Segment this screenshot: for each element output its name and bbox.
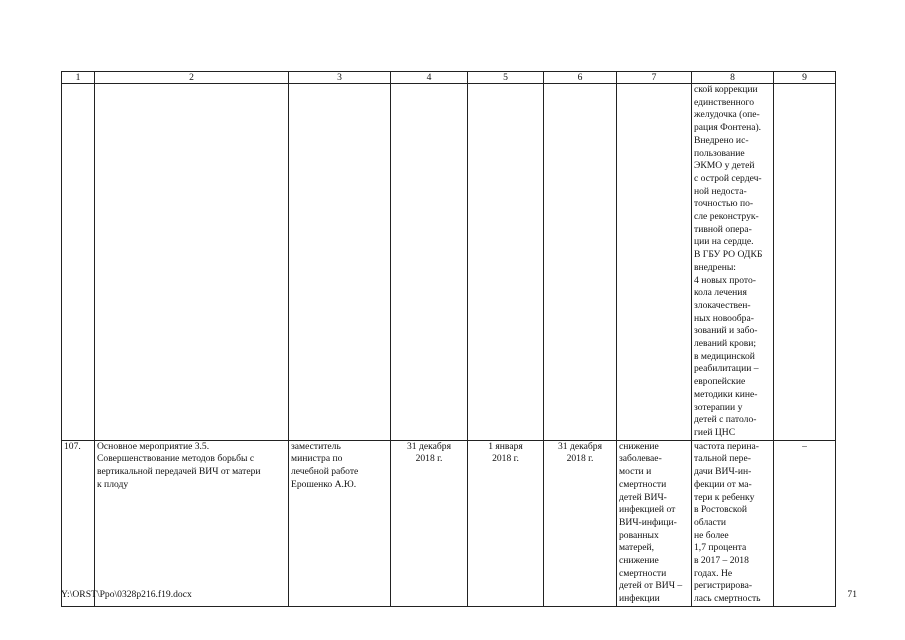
measures-table xyxy=(61,71,836,607)
text-line: заместитель xyxy=(291,440,341,452)
text-line: вертикальной передачей ВИЧ от матери xyxy=(97,466,261,478)
end-date-cell xyxy=(544,440,617,606)
text-line: снижение xyxy=(619,440,659,452)
text-line: тальной пере- xyxy=(694,453,751,465)
header-cell: 8 xyxy=(692,72,774,84)
text-line: 31 декабря xyxy=(407,440,451,452)
text-line: детей ВИЧ- xyxy=(619,491,667,503)
header-cell: 1 xyxy=(62,72,95,84)
text-line: Основное мероприятие 3.5. xyxy=(97,440,210,452)
text-line: рация Фонтена). xyxy=(694,122,762,134)
text-line: ской коррекции xyxy=(694,84,758,95)
text-line: тивной опера- xyxy=(694,223,752,235)
text-line: дачи ВИЧ-ин- xyxy=(694,466,752,478)
text-line: рованных xyxy=(619,529,659,541)
table-cell xyxy=(468,84,544,441)
text-line: желудочка (опе- xyxy=(694,109,760,121)
text-line: ной недоста- xyxy=(694,185,747,197)
header-cell: 2 xyxy=(95,72,289,84)
text-line: 2018 г. xyxy=(492,453,519,465)
text-line: фекции от ма- xyxy=(694,478,752,490)
text-line: мости и xyxy=(619,466,652,478)
text-line: Совершенствование методов борьбы с xyxy=(97,453,255,465)
text-line: инфекцией от xyxy=(619,504,676,516)
text-line: смертности xyxy=(619,478,667,490)
table-row-continuation xyxy=(62,84,836,441)
text-line: сле реконструк- xyxy=(694,211,759,223)
text-line: ЭКМО у детей xyxy=(694,160,755,172)
responsible-cell xyxy=(289,440,391,606)
text-line: Внедрено ис- xyxy=(694,134,749,146)
table-cell xyxy=(391,84,468,441)
text-line: министра по xyxy=(291,453,343,465)
text-line: европейские xyxy=(694,376,746,388)
text-line: 31 декабря xyxy=(558,440,602,452)
text-line: единственного xyxy=(694,96,755,108)
text-line: 2018 г. xyxy=(566,453,594,465)
text-line: Ерошенко А.Ю. xyxy=(291,478,357,490)
text-line: частота перина- xyxy=(694,440,759,452)
text-line: 2018 г. xyxy=(415,453,443,465)
text-line: ных новообра- xyxy=(694,312,754,324)
text-line: тери к ребенку xyxy=(694,491,755,503)
header-cell: 7 xyxy=(617,72,692,84)
text-line: матерей, xyxy=(619,542,655,554)
header-cell: 6 xyxy=(544,72,617,84)
text-line: реабилитации – xyxy=(694,363,759,375)
text-line: заболевае- xyxy=(619,453,662,465)
text-line: смертности xyxy=(619,567,667,579)
text-line: не более xyxy=(694,529,729,541)
row-number: 107. xyxy=(62,440,95,606)
text-line: с острой сердеч- xyxy=(694,172,762,184)
text-line: к плоду xyxy=(97,478,129,490)
text-line: кола лечения xyxy=(694,287,747,299)
header-cell: 9 xyxy=(774,72,836,84)
text-line: в медицинской xyxy=(694,350,755,362)
table-cell xyxy=(289,84,391,441)
column-number-row xyxy=(62,72,836,84)
text-line: лечебной работе xyxy=(291,466,359,478)
table-cell xyxy=(774,84,836,441)
text-line: пользование xyxy=(694,147,745,159)
result-cell xyxy=(692,84,774,441)
table-row-107 xyxy=(62,440,836,606)
text-line: регистрирова- xyxy=(694,580,753,592)
text-line: инфекции xyxy=(619,593,660,605)
file-path: Y:\ORST\Ppo\0328p216.f19.docx xyxy=(61,589,192,600)
text-line: 1,7 процента xyxy=(694,542,747,554)
page-number: 71 xyxy=(847,589,857,600)
header-cell: 4 xyxy=(391,72,468,84)
text-line: ции на сердце. xyxy=(694,236,754,248)
table-cell xyxy=(544,84,617,441)
start-date-cell xyxy=(468,440,544,606)
measure-title-cell xyxy=(95,440,289,606)
text-line: В ГБУ РО ОДКБ xyxy=(694,249,763,261)
header-cell: 3 xyxy=(289,72,391,84)
notes-cell: – xyxy=(774,440,836,606)
text-line: злокачествен- xyxy=(694,299,751,311)
result-cell xyxy=(692,440,774,606)
table-cell xyxy=(95,84,289,441)
text-line: снижение xyxy=(619,555,659,567)
text-line: детей от ВИЧ – xyxy=(619,580,683,592)
text-line: в 2017 – 2018 xyxy=(694,555,749,567)
text-line: в Ростовской xyxy=(694,504,748,516)
text-line: 4 новых прото- xyxy=(694,274,756,286)
text-line: точностью по- xyxy=(694,198,754,210)
text-line: зотерапии у xyxy=(694,401,743,413)
text-line: методики кине- xyxy=(694,388,758,400)
deadline-cell xyxy=(391,440,468,606)
text-line: области xyxy=(694,516,727,528)
text-line: гией ЦНС xyxy=(694,426,736,438)
text-line: внедрены: xyxy=(694,261,736,273)
text-line: леваний крови; xyxy=(694,338,757,350)
text-line: 1 января xyxy=(488,440,523,452)
text-line: ВИЧ-инфици- xyxy=(619,516,677,528)
text-line: лась смертность xyxy=(694,593,761,605)
header-cell: 5 xyxy=(468,72,544,84)
text-line: детей с патоло- xyxy=(694,414,757,426)
table-cell xyxy=(62,84,95,441)
text-line: годах. Не xyxy=(694,567,733,579)
expected-result-cell xyxy=(617,440,692,606)
text-line: зований и забо- xyxy=(694,325,758,337)
table-cell xyxy=(617,84,692,441)
